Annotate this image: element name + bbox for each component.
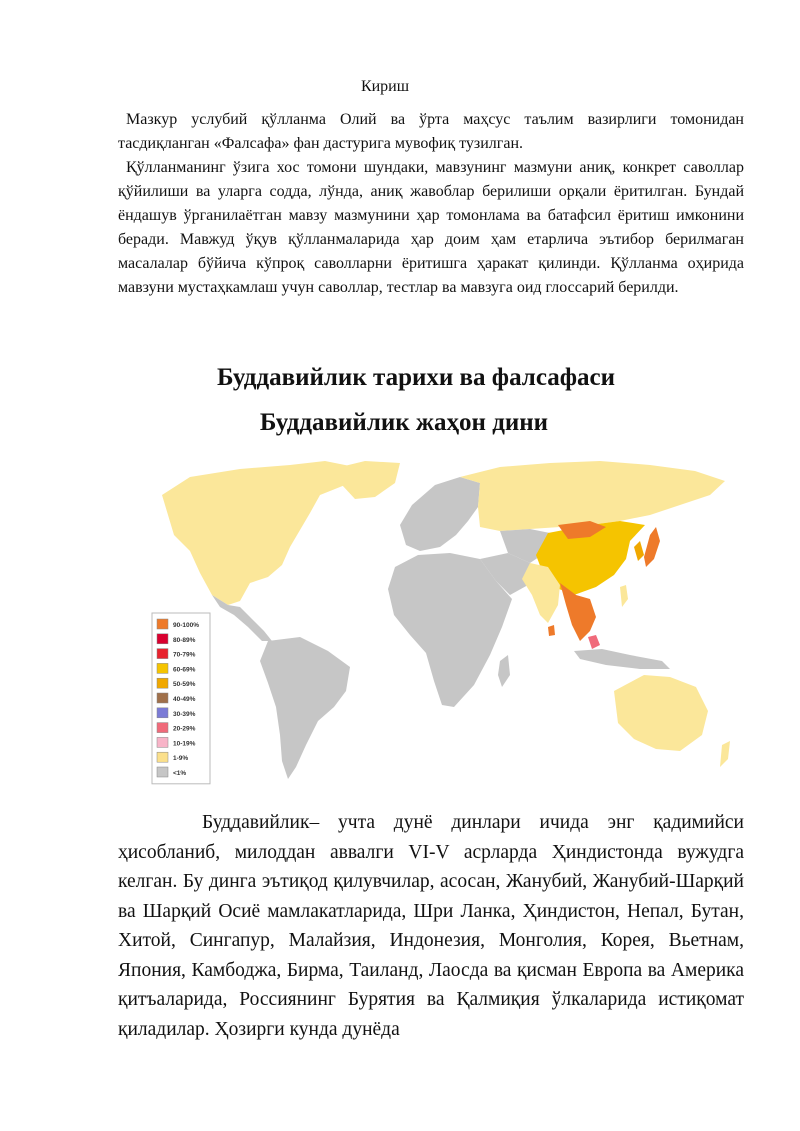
korea-region	[634, 541, 644, 561]
intro-text	[118, 108, 744, 300]
legend-swatch	[157, 723, 168, 733]
legend-label: 30-39%	[173, 710, 196, 718]
legend-swatch	[157, 737, 168, 747]
legend-label: 10-19%	[173, 740, 196, 748]
legend-label: 90-100%	[173, 622, 200, 629]
europe-region	[400, 477, 480, 551]
legend-label: 20-29%	[173, 725, 196, 733]
legend-swatch	[157, 693, 168, 703]
legend-label: 1-9%	[173, 755, 189, 763]
world-map-figure	[150, 455, 740, 790]
legend-label: 60-69%	[173, 666, 196, 674]
section-heading: Буддавийлик тарихи ва фалсафаси	[216, 364, 616, 391]
intro-title: Кириш	[360, 78, 410, 95]
south-america-region	[260, 637, 350, 779]
new-zealand-region	[720, 741, 730, 767]
central-america-region	[212, 595, 272, 641]
indonesia-region	[574, 649, 670, 669]
legend-swatch	[157, 752, 168, 762]
legend-swatch	[157, 708, 168, 718]
sri-lanka-region	[548, 625, 555, 636]
north-america-region	[162, 461, 355, 605]
intro-paragraph: Қўлланманинг ўзига хос томони шундаки, мавзунинг мазмуни аниқ, конкрет саволлар қўйилиши ва уларга содда, лўнда, аниқ жавоблар берилиши орқали ёритилган. Бундай ёндашув ўрганилаётган мавзу мазмунини ҳар томонлама ва батафсил ёритиш имконини беради. Мавжуд ўқув қўлланмаларида ҳар доим ҳам етарлича эътибор берилмаган масалалар бўйича кўпроқ саволларни ёритишга ҳаракат қилинди. Қўлланма оҳирида мавзуни мустаҳкамлаш учун саволлар, тестлар ва мавзуга оид глоссарий берилди.	[118, 159, 744, 296]
malaysia-region	[588, 635, 600, 649]
legend-label: <1%	[173, 770, 187, 777]
legend-swatch	[157, 678, 168, 688]
section-subheading: Буддавийлик жаҳон дини	[259, 409, 549, 436]
body-text	[118, 808, 744, 1044]
legend-label: 80-89%	[173, 636, 196, 644]
philippines-region	[620, 585, 628, 607]
body-paragraph: Буддавийлик– учта дунё динлари ичида энг қадимийси ҳисобланиб, милоддан аввалги VI-V асрларда Ҳиндистонда вужудга келган. Бу динга эътиқод қилувчилар, асосан, Жанубий, Жанубий-Шарқий ва Шарқий Осиё мамлакатларида, Шри Ланка, Ҳиндистон, Непал, Бутан, Хитой, Сингапур, Малайзия, Индонезия, Монголия, Корея, Вьетнам, Япония, Камбоджа, Бирма, Таиланд, Лаосда ва қисман Европа ва Америка қитъаларида, Россиянинг Бурятия ва Қалмиқия ўлкаларида истиқомат қиладилар. Ҳозирги кунда дунёда	[118, 812, 744, 1040]
japan-region	[644, 527, 660, 567]
legend-swatch	[157, 619, 168, 629]
legend-label: 50-59%	[173, 681, 196, 689]
legend-swatch	[157, 767, 168, 777]
legend-label: 70-79%	[173, 651, 196, 659]
world-map	[150, 455, 740, 790]
russia-region	[460, 461, 725, 531]
greenland-region	[332, 461, 400, 499]
intro-paragraph: Мазкур услубий қўлланма Олий ва ўрта маҳсус таълим вазирлиги томонидан тасдиқланган «Фалсафа» фан дастурига мувофиқ тузилган.	[118, 111, 744, 152]
legend-swatch	[157, 634, 168, 644]
australia-region	[614, 675, 708, 751]
map-legend	[152, 613, 210, 784]
legend-label: 40-49%	[173, 696, 196, 703]
legend-swatch	[157, 649, 168, 659]
legend-swatch	[157, 663, 168, 673]
madagascar-region	[498, 655, 510, 687]
